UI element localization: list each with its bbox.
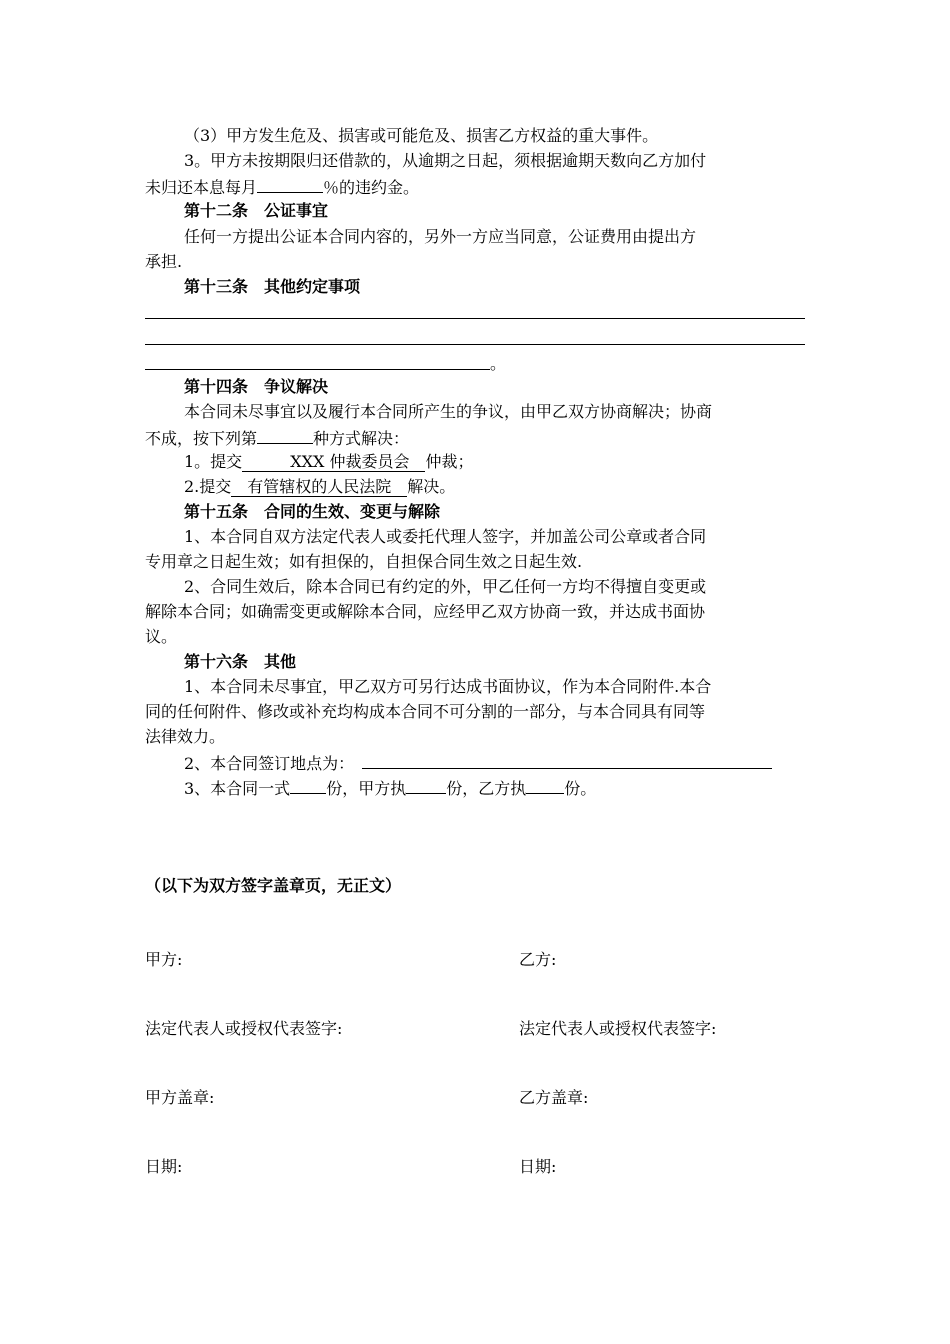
article-15-title: 第十五条 合同的生效、变更与解除 <box>184 502 441 521</box>
penalty-rate-blank[interactable] <box>257 175 323 193</box>
clause-3-event: （3）甲方发生危及、损害或可能危及、损害乙方权益的重大事件。 <box>184 126 659 145</box>
option-2-suffix: 解决。 <box>407 477 456 496</box>
method-text-b: 种方式解决： <box>313 429 410 448</box>
article-15-p1-line-1: 1、本合同自双方法定代表人或委托代理人签字，并加盖公司公章或者合同 <box>184 527 707 546</box>
article-12-line-1: 任何一方提出公证本合同内容的，另外一方应当同意，公证费用由提出方 <box>184 227 697 246</box>
article-15-p1-line-2: 专用章之日起生效；如有担保的，自担保合同生效之日起生效. <box>145 552 583 571</box>
overdue-text-b: ％的违约金。 <box>323 178 420 197</box>
article-16-p1-line-3: 法律效力。 <box>145 727 226 746</box>
article-16-p1-line-2: 同的任何附件、修改或补充均构成本合同不可分割的一部分，与本合同具有同等 <box>145 702 706 721</box>
article-12-line-2: 承担. <box>145 252 183 271</box>
party-b-label: 乙方: <box>519 950 557 969</box>
court-fill: 有管辖权的人民法院 <box>231 477 408 496</box>
article-13-title: 第十三条 其他约定事项 <box>184 277 361 296</box>
copies-text-d: 份。 <box>564 779 597 798</box>
article-15-p2-line-2: 解除本合同；如确需变更或解除本合同，应经甲乙双方协商一致，并达成书面协 <box>145 602 706 621</box>
signing-place-label: 2、本合同签订地点为： <box>184 754 355 773</box>
signing-place-blank[interactable] <box>362 751 772 769</box>
article-15-p2-line-1: 2、合同生效后，除本合同已有约定的外，甲乙任何一方均不得擅自变更或 <box>184 577 707 596</box>
copies-text-a: 3、本合同一式 <box>184 779 291 798</box>
copies-text-b: 份，甲方执 <box>326 779 407 798</box>
party-a-copies-blank[interactable] <box>406 776 446 794</box>
option-1-prefix: 1。提交 <box>184 452 243 471</box>
article-16-title: 第十六条 其他 <box>184 652 297 671</box>
option-2-prefix: 2.提交 <box>184 477 232 496</box>
clause-3-overdue-line-1: 3。甲方未按期限归还借款的，从逾期之日起，须根据逾期天数向乙方加付 <box>184 151 707 170</box>
signature-page-note: （以下为双方签字盖章页，无正文） <box>145 876 402 895</box>
article-14-line-1: 本合同未尽事宜以及履行本合同所产生的争议，由甲乙双方协商解决；协商 <box>184 402 713 421</box>
article-16-p1-line-1: 1、本合同未尽事宜，甲乙双方可另行达成书面协议，作为本合同附件.本合 <box>184 677 712 696</box>
party-a-seal-label: 甲方盖章: <box>145 1088 215 1107</box>
article-13-end-mark: 。 <box>490 354 507 373</box>
method-number-blank[interactable] <box>257 426 313 444</box>
clause-3-overdue-line-2 <box>145 175 419 197</box>
article-16-p2 <box>184 751 772 773</box>
party-b-date-label: 日期: <box>519 1157 557 1176</box>
party-b-rep-signature-label: 法定代表人或授权代表签字: <box>519 1019 717 1038</box>
total-copies-blank[interactable] <box>290 776 326 794</box>
party-b-copies-blank[interactable] <box>526 776 564 794</box>
party-a-date-label: 日期: <box>145 1157 183 1176</box>
party-b-seal-label: 乙方盖章: <box>519 1088 589 1107</box>
article-14-line-2 <box>145 426 409 448</box>
method-text-a: 不成，按下列第 <box>145 429 258 448</box>
article-14-option-1 <box>184 451 473 473</box>
overdue-text-a: 未归还本息每月 <box>145 178 258 197</box>
option-1-suffix: 仲裁； <box>425 452 474 471</box>
article-15-p2-line-3: 议。 <box>145 627 178 646</box>
party-a-rep-signature-label: 法定代表人或授权代表签字: <box>145 1019 343 1038</box>
article-14-title: 第十四条 争议解决 <box>184 377 329 396</box>
party-a-label: 甲方: <box>145 950 183 969</box>
copies-text-c: 份，乙方执 <box>446 779 527 798</box>
article-14-option-2 <box>184 476 455 498</box>
article-13-blank-line-2[interactable] <box>145 344 805 345</box>
article-13-blank-line-1[interactable] <box>145 318 805 319</box>
article-13-blank-line-3[interactable] <box>145 369 490 370</box>
article-12-title: 第十二条 公证事宜 <box>184 201 329 220</box>
article-16-p3 <box>184 776 596 798</box>
arbitration-commission-fill: XXX 仲裁委员会 <box>242 452 426 471</box>
